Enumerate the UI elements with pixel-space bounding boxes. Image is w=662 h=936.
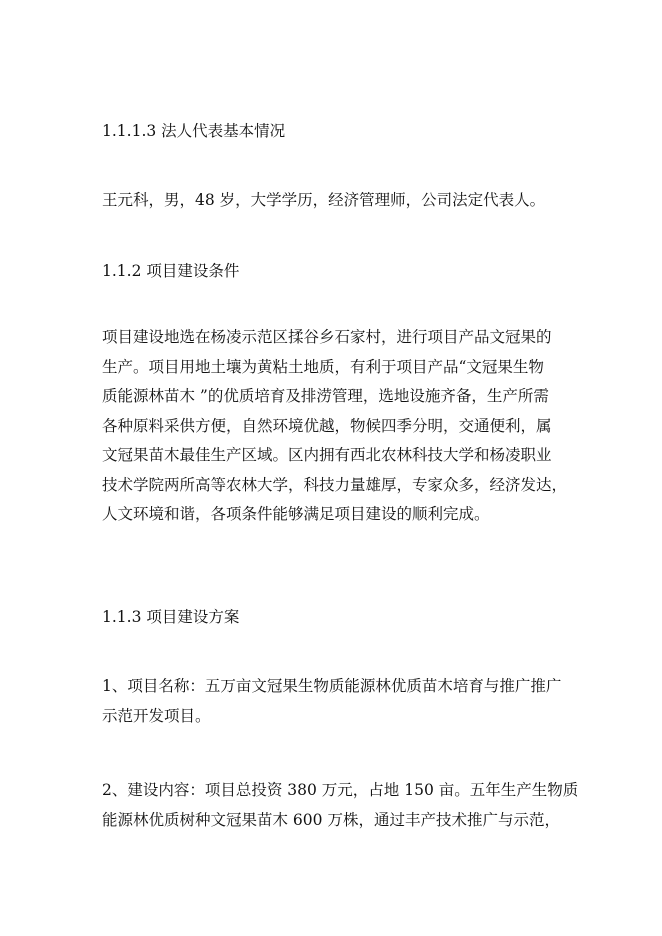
paragraph-line: 能源林优质树种文冠果苗木 600 万株，通过丰产技术推广与示范， bbox=[102, 810, 560, 829]
paragraph-line: 1、项目名称：五万亩文冠果生物质能源林优质苗木培育与推广推广 bbox=[102, 677, 562, 695]
paragraph-line: 文冠果苗木最佳生产区域。区内拥有西北农林科技大学和杨凌职业 bbox=[102, 446, 552, 464]
paragraph-line: 生产。项目用地土壤为黄粘土地质，有利于项目产品“文冠果生物 bbox=[102, 357, 544, 376]
legal-rep-paragraph: 王元科，男，48 岁，大学学历，经济管理师，公司法定代表人。 bbox=[102, 191, 546, 209]
section-heading-113: 1.1.3 项目建设方案 bbox=[102, 608, 240, 626]
item-1-paragraph bbox=[102, 672, 562, 731]
paragraph-line: 2、建设内容：项目总投资 380 万元，占地 150 亩。五年生产生物质 bbox=[102, 781, 579, 799]
conditions-paragraph bbox=[102, 323, 568, 530]
paragraph-line: 人文环境和谐，各项条件能够满足项目建设的顺利完成。 bbox=[102, 505, 490, 523]
paragraph-line: 各种原料采供方便，自然环境优越，物候四季分明，交通便利，属 bbox=[102, 416, 552, 435]
paragraph-line: 质能源林苗木 ”的优质培育及排涝管理，选地设施齐备，生产所需 bbox=[102, 387, 549, 405]
paragraph-line: 示范开发项目。 bbox=[102, 706, 211, 725]
item-2-paragraph bbox=[102, 776, 579, 835]
section-heading-112: 1.1.2 项目建设条件 bbox=[102, 262, 240, 280]
section-heading-1113: 1.1.1.3 法人代表基本情况 bbox=[102, 122, 286, 140]
paragraph-line: 技术学院两所高等农林大学，科技力量雄厚，专家众多，经济发达， bbox=[102, 475, 568, 494]
paragraph-line: 项目建设地选在杨凌示范区揉谷乡石家村，进行项目产品文冠果的 bbox=[102, 328, 552, 346]
